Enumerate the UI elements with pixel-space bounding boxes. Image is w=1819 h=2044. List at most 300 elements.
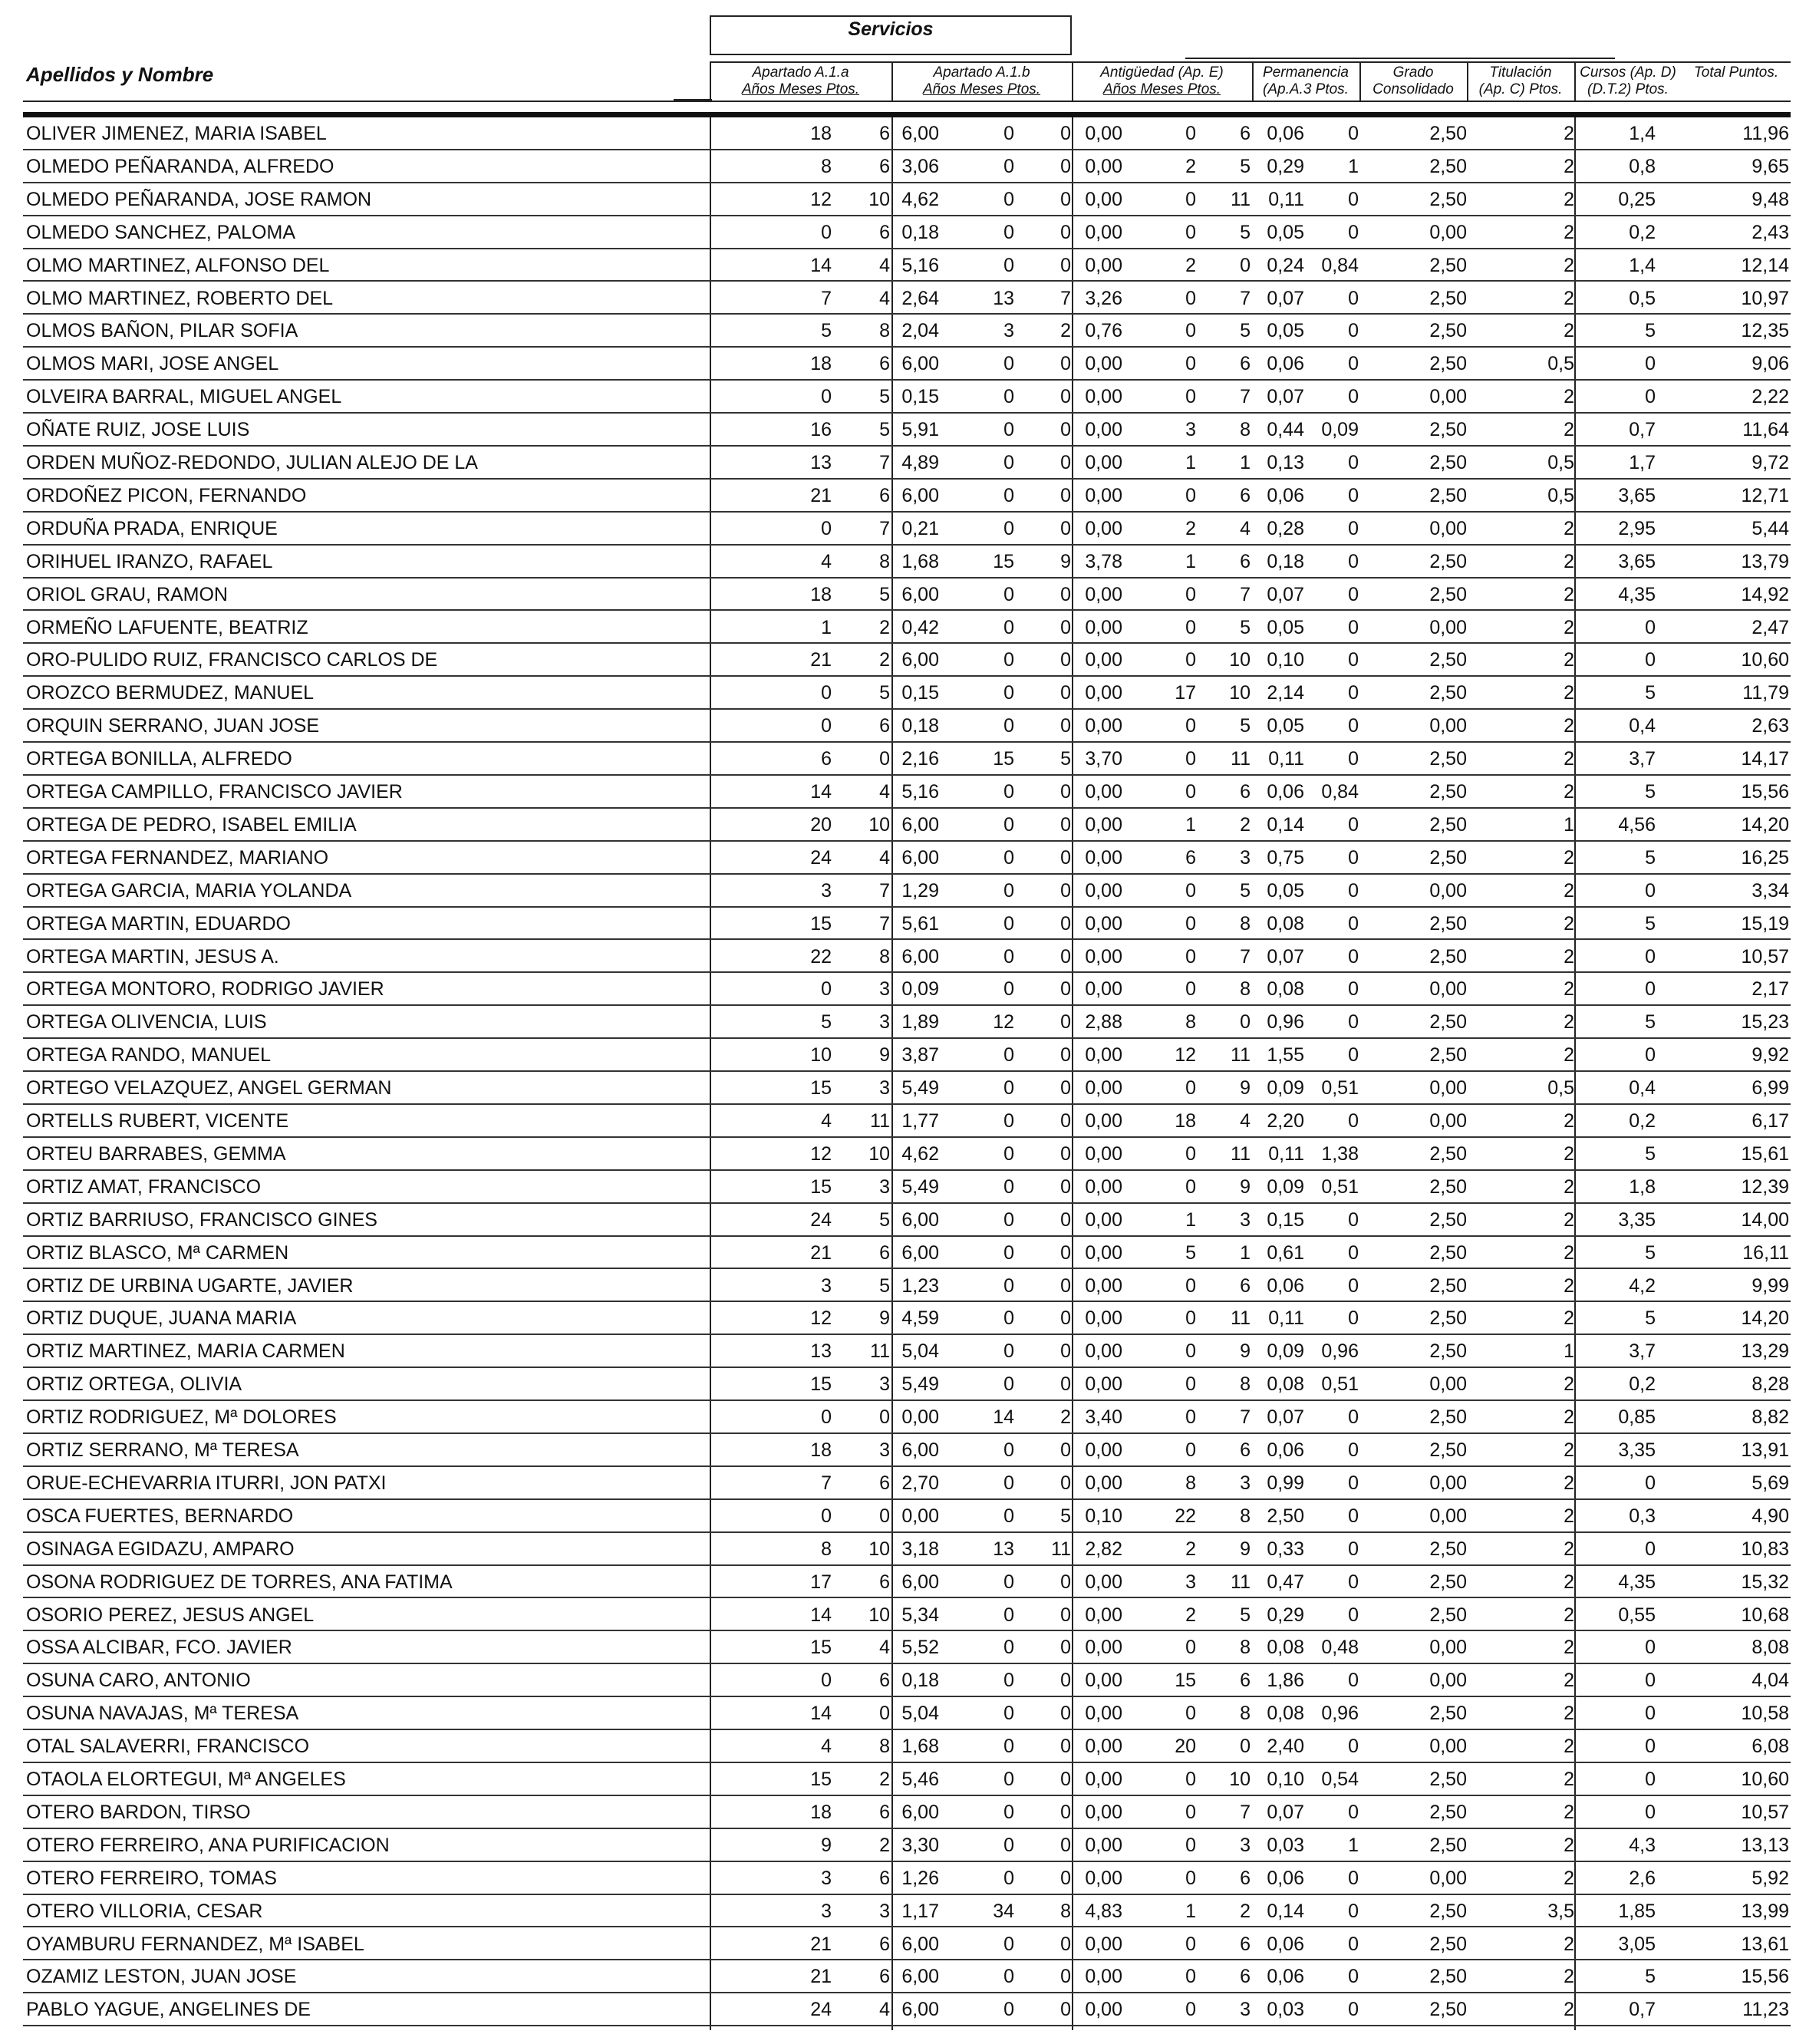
cell-a1a-meses: 8 [879, 945, 890, 968]
cell-cursos: 3,65 [1618, 550, 1656, 572]
cell-a1b-anos: 0 [1003, 1703, 1014, 1725]
cell-antig-anos: 2 [1185, 1538, 1196, 1560]
cell-a1b-anos: 0 [1003, 945, 1014, 968]
cell-titulacion: 2 [1564, 1867, 1574, 1889]
cell-antig-anos: 1 [1185, 1900, 1196, 1922]
cell-grado: 2,50 [1429, 353, 1467, 375]
cell-cursos: 1,85 [1618, 1900, 1656, 1922]
cell-antig-meses: 4 [1240, 1110, 1251, 1132]
cell-antig-ptos: 0,07 [1267, 386, 1304, 408]
cell-total: 12,71 [1741, 484, 1789, 506]
cell-a1a-anos: 3 [821, 879, 832, 902]
cell-a1a-ptos: 5,46 [901, 1769, 939, 1790]
antiguedad-header-line2: Años Meses Ptos. [1102, 81, 1221, 97]
cell-antig-anos: 22 [1175, 1505, 1196, 1527]
cell-a1a-anos: 15 [810, 1637, 832, 1659]
cell-a1a-anos: 4 [821, 1736, 832, 1758]
table-row [23, 1467, 1791, 1500]
permanencia-header-line1: Permanencia [1263, 64, 1349, 81]
table-row [23, 1631, 1791, 1664]
cell-a1a-anos: 13 [810, 452, 832, 473]
cell-permanencia: 0 [1348, 715, 1359, 737]
cell-a1b-ptos: 0,00 [1085, 452, 1122, 473]
cell-cursos: 3,7 [1629, 1340, 1656, 1363]
cell-antig-meses: 6 [1240, 781, 1251, 803]
cell-a1b-anos: 0 [1003, 1834, 1014, 1856]
cell-titulacion: 0,5 [1547, 452, 1574, 473]
cell-a1a-anos: 4 [821, 550, 832, 572]
cell-antig-meses: 6 [1240, 1439, 1251, 1461]
cell-permanencia: 0 [1348, 1110, 1359, 1132]
cell-a1b-ptos: 0,00 [1085, 1867, 1122, 1889]
cell-antig-ptos: 2,14 [1267, 682, 1304, 704]
cell-antig-anos: 0 [1185, 945, 1196, 968]
cell-a1b-anos: 0 [1003, 1933, 1014, 1955]
cell-antig-meses: 5 [1240, 715, 1251, 737]
cell-name: OLMEDO PEÑARANDA, JOSE RAMON [26, 188, 372, 210]
cell-titulacion: 2 [1564, 1011, 1574, 1034]
cell-cursos: 0 [1645, 353, 1656, 375]
cell-antig-ptos: 0,08 [1267, 978, 1304, 1001]
cell-titulacion: 2 [1564, 1736, 1574, 1758]
cell-total: 9,65 [1751, 155, 1789, 177]
cell-a1b-anos: 0 [1003, 978, 1014, 1001]
cell-titulacion: 2 [1564, 1274, 1574, 1297]
cell-titulacion: 2 [1564, 1406, 1574, 1429]
table-row [23, 249, 1791, 282]
cell-antig-meses: 3 [1240, 1472, 1251, 1494]
cell-cursos: 0,4 [1629, 715, 1656, 737]
cell-grado: 0,00 [1429, 221, 1467, 243]
cell-grado: 2,50 [1429, 1571, 1467, 1593]
cell-cursos: 0 [1645, 1769, 1656, 1790]
cell-a1b-anos: 0 [1003, 1175, 1014, 1198]
cell-titulacion: 2 [1564, 649, 1574, 671]
cell-antig-meses: 8 [1240, 978, 1251, 1001]
cell-total: 2,43 [1751, 221, 1789, 243]
cell-a1a-ptos: 6,00 [901, 1966, 939, 1988]
cell-total: 10,60 [1741, 1769, 1789, 1790]
cell-a1b-meses: 0 [1060, 517, 1071, 539]
cell-a1b-anos: 0 [1003, 616, 1014, 638]
cell-grado: 2,50 [1429, 1769, 1467, 1790]
cell-grado: 2,50 [1429, 583, 1467, 605]
cell-a1a-ptos: 6,00 [901, 1439, 939, 1461]
cell-name: ORTEGA CAMPILLO, FRANCISCO JAVIER [26, 781, 403, 803]
cell-total: 5,69 [1751, 1472, 1789, 1494]
cell-permanencia: 0 [1348, 879, 1359, 902]
cell-total: 13,61 [1741, 1933, 1789, 1955]
cell-antig-anos: 0 [1185, 1999, 1196, 2021]
cell-a1b-meses: 0 [1060, 1439, 1071, 1461]
cell-a1b-ptos: 4,83 [1085, 1900, 1122, 1922]
cell-a1a-anos: 0 [821, 715, 832, 737]
cell-a1b-meses: 0 [1060, 813, 1071, 836]
cell-a1a-meses: 6 [879, 1670, 890, 1692]
header-divider [710, 61, 711, 101]
cell-a1a-ptos: 4,62 [901, 1142, 939, 1165]
cell-cursos: 5 [1645, 1307, 1656, 1330]
cell-grado: 2,50 [1429, 1241, 1467, 1264]
cell-antig-anos: 12 [1175, 1044, 1196, 1067]
cell-cursos: 3,05 [1618, 1933, 1656, 1955]
table-row [23, 710, 1791, 743]
titulacion-header-line1: Titulación [1489, 64, 1552, 81]
cell-a1a-anos: 18 [810, 1801, 832, 1823]
cell-a1b-ptos: 0,00 [1085, 221, 1122, 243]
cell-cursos: 0,3 [1629, 1505, 1656, 1527]
cell-grado: 2,50 [1429, 484, 1467, 506]
cell-a1a-ptos: 5,49 [901, 1175, 939, 1198]
cell-permanencia: 0,51 [1321, 1373, 1359, 1396]
cell-a1a-anos: 17 [810, 1571, 832, 1593]
cell-antig-ptos: 0,05 [1267, 715, 1304, 737]
cell-antig-meses: 0 [1240, 1011, 1251, 1034]
cell-a1b-ptos: 0,00 [1085, 386, 1122, 408]
header-divider [891, 61, 893, 101]
cell-cursos: 0,5 [1629, 287, 1656, 309]
cell-a1b-meses: 0 [1060, 155, 1071, 177]
cell-a1a-ptos: 6,00 [901, 123, 939, 144]
cell-a1a-anos: 24 [810, 846, 832, 869]
cell-a1a-anos: 15 [810, 1175, 832, 1198]
cell-a1a-meses: 6 [879, 1571, 890, 1593]
cell-a1a-meses: 10 [868, 813, 890, 836]
cell-a1b-meses: 0 [1060, 1142, 1071, 1165]
cell-a1a-ptos: 2,64 [901, 287, 939, 309]
titulacion-header-line2: (Ap. C) Ptos. [1478, 81, 1563, 97]
cell-a1b-meses: 0 [1060, 1637, 1071, 1659]
cell-a1a-ptos: 3,18 [901, 1538, 939, 1560]
cell-cursos: 0 [1645, 1801, 1656, 1823]
cell-antig-ptos: 0,07 [1267, 287, 1304, 309]
cell-a1b-ptos: 0,00 [1085, 1571, 1122, 1593]
table-row [23, 513, 1791, 546]
table-row [23, 1006, 1791, 1039]
cell-name: ORTIZ BARRIUSO, FRANCISCO GINES [26, 1208, 377, 1231]
cell-total: 15,19 [1741, 912, 1789, 935]
cell-a1b-anos: 0 [1003, 846, 1014, 869]
cell-a1b-ptos: 0,00 [1085, 1340, 1122, 1363]
cell-grado: 0,00 [1429, 1637, 1467, 1659]
cell-total: 9,92 [1751, 1044, 1789, 1067]
cell-total: 13,79 [1741, 550, 1789, 572]
cell-a1b-anos: 34 [993, 1900, 1014, 1922]
cell-name: OLMOS MARI, JOSE ANGEL [26, 353, 279, 375]
cell-antig-ptos: 0,03 [1267, 1999, 1304, 2021]
cell-a1b-anos: 0 [1003, 1867, 1014, 1889]
cell-cursos: 0,2 [1629, 1373, 1656, 1396]
cell-a1b-anos: 13 [993, 1538, 1014, 1560]
cell-a1b-meses: 0 [1060, 781, 1071, 803]
cell-a1a-anos: 0 [821, 386, 832, 408]
cell-a1a-ptos: 0,42 [901, 616, 939, 638]
cell-antig-ptos: 0,06 [1267, 1274, 1304, 1297]
cell-antig-ptos: 0,61 [1267, 1241, 1304, 1264]
cell-permanencia: 0 [1348, 1801, 1359, 1823]
cell-name: OLIVER JIMENEZ, MARIA ISABEL [26, 123, 327, 144]
header-divider [1252, 61, 1254, 101]
cell-permanencia: 0 [1348, 1011, 1359, 1034]
cell-titulacion: 2 [1564, 1241, 1574, 1264]
cell-permanencia: 0 [1348, 748, 1359, 770]
servicios-label: Servicios [848, 18, 934, 40]
cell-cursos: 0 [1645, 1670, 1656, 1692]
header-divider [1359, 61, 1361, 101]
cell-a1b-meses: 8 [1060, 1900, 1071, 1922]
cell-cursos: 2,6 [1629, 1867, 1656, 1889]
cell-grado: 2,50 [1429, 1900, 1467, 1922]
cell-total: 3,34 [1751, 879, 1789, 902]
cell-a1b-anos: 0 [1003, 1373, 1014, 1396]
cell-antig-anos: 0 [1185, 748, 1196, 770]
table-row [23, 842, 1791, 875]
cell-name: OLMEDO PEÑARANDA, ALFREDO [26, 155, 334, 177]
cell-a1a-meses: 4 [879, 781, 890, 803]
table-row [23, 1302, 1791, 1335]
cell-a1a-ptos: 3,87 [901, 1044, 939, 1067]
cell-a1b-anos: 0 [1003, 715, 1014, 737]
table-row [23, 1664, 1791, 1697]
cell-permanencia: 0 [1348, 682, 1359, 704]
cell-titulacion: 0,5 [1547, 484, 1574, 506]
cell-permanencia: 0 [1348, 1472, 1359, 1494]
cell-grado: 0,00 [1429, 879, 1467, 902]
cell-titulacion: 2 [1564, 1670, 1574, 1692]
cell-a1b-ptos: 0,76 [1085, 320, 1122, 342]
cell-a1a-meses: 6 [879, 353, 890, 375]
cell-name: ORTIZ AMAT, FRANCISCO [26, 1175, 262, 1198]
cell-titulacion: 2 [1564, 846, 1574, 869]
cell-titulacion: 2 [1564, 123, 1574, 144]
cell-antig-meses: 8 [1240, 912, 1251, 935]
cell-antig-ptos: 0,14 [1267, 813, 1304, 836]
cell-name: OSORIO PEREZ, JESUS ANGEL [26, 1604, 315, 1626]
table-row [23, 1270, 1791, 1303]
cell-a1a-anos: 14 [810, 254, 832, 276]
cell-antig-meses: 7 [1240, 386, 1251, 408]
cell-titulacion: 2 [1564, 1307, 1574, 1330]
a1b-header-line1: Apartado A.1.b [933, 64, 1030, 81]
header-top-rule [1185, 58, 1615, 59]
cell-a1a-ptos: 1,26 [901, 1867, 939, 1889]
cell-a1b-anos: 0 [1003, 583, 1014, 605]
cell-antig-anos: 17 [1175, 682, 1196, 704]
cell-total: 14,00 [1741, 1208, 1789, 1231]
cell-titulacion: 2 [1564, 879, 1574, 902]
cell-antig-anos: 0 [1185, 320, 1196, 342]
table-row [23, 1072, 1791, 1105]
cell-name: ORTEU BARRABES, GEMMA [26, 1142, 286, 1165]
cell-total: 2,63 [1751, 715, 1789, 737]
cell-titulacion: 2 [1564, 1472, 1574, 1494]
table-row [23, 1533, 1791, 1566]
cell-a1a-meses: 5 [879, 419, 890, 441]
cell-a1a-ptos: 6,00 [901, 1801, 939, 1823]
cell-grado: 2,50 [1429, 155, 1467, 177]
cell-cursos: 4,35 [1618, 1571, 1656, 1593]
cell-a1a-meses: 6 [879, 484, 890, 506]
cell-cursos: 0,7 [1629, 1999, 1656, 2021]
cell-titulacion: 2 [1564, 386, 1574, 408]
cell-a1a-meses: 8 [879, 550, 890, 572]
cell-a1b-ptos: 0,00 [1085, 715, 1122, 737]
cell-a1b-ptos: 0,00 [1085, 1439, 1122, 1461]
cell-a1b-anos: 0 [1003, 484, 1014, 506]
cell-a1a-ptos: 5,04 [901, 1703, 939, 1725]
cell-name: OZAMIZ LESTON, JUAN JOSE [26, 1966, 297, 1988]
cell-a1a-meses: 9 [879, 1307, 890, 1330]
cell-a1b-meses: 0 [1060, 649, 1071, 671]
cell-antig-anos: 1 [1185, 550, 1196, 572]
cell-antig-anos: 6 [1185, 846, 1196, 869]
cell-a1a-anos: 14 [810, 1604, 832, 1626]
cell-a1b-ptos: 0,00 [1085, 155, 1122, 177]
cell-a1b-anos: 0 [1003, 1736, 1014, 1758]
cell-antig-anos: 0 [1185, 1703, 1196, 1725]
cell-grado: 2,50 [1429, 813, 1467, 836]
cell-antig-meses: 9 [1240, 1538, 1251, 1560]
cell-titulacion: 2 [1564, 320, 1574, 342]
table-row [23, 776, 1791, 809]
cell-antig-ptos: 0,06 [1267, 781, 1304, 803]
cell-a1b-ptos: 0,00 [1085, 846, 1122, 869]
cell-antig-anos: 0 [1185, 1637, 1196, 1659]
cell-antig-anos: 0 [1185, 1077, 1196, 1099]
cell-grado: 2,50 [1429, 1439, 1467, 1461]
cell-total: 5,92 [1751, 1867, 1789, 1889]
cell-a1a-ptos: 5,16 [901, 254, 939, 276]
cell-a1a-anos: 10 [810, 1044, 832, 1067]
cell-antig-meses: 0 [1240, 1736, 1251, 1758]
cell-antig-anos: 0 [1185, 715, 1196, 737]
cell-a1b-anos: 0 [1003, 386, 1014, 408]
cell-permanencia: 0 [1348, 1439, 1359, 1461]
cell-antig-anos: 1 [1185, 452, 1196, 473]
cell-name: ORTIZ RODRIGUEZ, Mª DOLORES [26, 1406, 337, 1429]
cell-a1a-anos: 24 [810, 1208, 832, 1231]
cell-antig-ptos: 0,05 [1267, 616, 1304, 638]
cell-antig-meses: 8 [1240, 419, 1251, 441]
cell-a1a-ptos: 4,59 [901, 1307, 939, 1330]
cell-antig-meses: 1 [1240, 1241, 1251, 1264]
cell-a1a-meses: 7 [879, 452, 890, 473]
cell-a1b-ptos: 0,00 [1085, 1208, 1122, 1231]
table-row [23, 1993, 1791, 2026]
cell-a1b-meses: 0 [1060, 616, 1071, 638]
cell-antig-ptos: 0,07 [1267, 1406, 1304, 1429]
cell-total: 2,22 [1751, 386, 1789, 408]
cell-antig-meses: 11 [1231, 1571, 1251, 1593]
cell-grado: 0,00 [1429, 1867, 1467, 1889]
table-row [23, 1401, 1791, 1434]
cell-grado: 2,50 [1429, 1406, 1467, 1429]
cell-a1b-anos: 0 [1003, 1999, 1014, 2021]
cell-antig-ptos: 0,06 [1267, 1867, 1304, 1889]
cell-a1a-meses: 4 [879, 254, 890, 276]
cell-a1b-meses: 0 [1060, 1175, 1071, 1198]
cell-name: ORTIZ ORTEGA, OLIVIA [26, 1373, 242, 1396]
cell-titulacion: 2 [1564, 188, 1574, 210]
cell-permanencia: 0,09 [1321, 419, 1359, 441]
cell-a1a-anos: 8 [821, 155, 832, 177]
cell-a1a-meses: 4 [879, 846, 890, 869]
cell-titulacion: 2 [1564, 221, 1574, 243]
cell-a1a-meses: 2 [879, 649, 890, 671]
cell-a1b-meses: 0 [1060, 1472, 1071, 1494]
cell-a1a-anos: 0 [821, 682, 832, 704]
cell-antig-ptos: 0,03 [1267, 1834, 1304, 1856]
cell-titulacion: 2 [1564, 254, 1574, 276]
cell-a1a-meses: 6 [879, 1966, 890, 1988]
cell-antig-ptos: 0,06 [1267, 1933, 1304, 1955]
table-row [23, 183, 1791, 216]
cell-permanencia: 0 [1348, 1900, 1359, 1922]
cell-a1b-meses: 5 [1060, 1505, 1071, 1527]
cell-permanencia: 0 [1348, 945, 1359, 968]
cell-grado: 2,50 [1429, 1307, 1467, 1330]
cell-antig-ptos: 0,06 [1267, 484, 1304, 506]
cell-permanencia: 0 [1348, 813, 1359, 836]
cell-antig-anos: 0 [1185, 583, 1196, 605]
cell-antig-meses: 6 [1240, 550, 1251, 572]
cell-name: ORTIZ BLASCO, Mª CARMEN [26, 1241, 289, 1264]
cell-a1b-anos: 0 [1003, 1472, 1014, 1494]
cell-name: OSCA FUERTES, BERNARDO [26, 1505, 294, 1527]
cell-a1a-anos: 21 [810, 1933, 832, 1955]
cell-a1b-ptos: 0,00 [1085, 1307, 1122, 1330]
cell-titulacion: 1 [1564, 1340, 1574, 1363]
cell-a1b-meses: 0 [1060, 1340, 1071, 1363]
cell-a1b-meses: 0 [1060, 1307, 1071, 1330]
cell-a1a-meses: 4 [879, 1999, 890, 2021]
cell-antig-ptos: 0,33 [1267, 1538, 1304, 1560]
cell-a1b-meses: 0 [1060, 1011, 1071, 1034]
cell-a1a-ptos: 6,00 [901, 1999, 939, 2021]
cell-grado: 0,00 [1429, 715, 1467, 737]
cell-a1b-ptos: 0,00 [1085, 945, 1122, 968]
cell-titulacion: 2 [1564, 781, 1574, 803]
cell-antig-meses: 9 [1240, 1077, 1251, 1099]
cell-a1b-ptos: 3,78 [1085, 550, 1122, 572]
cell-permanencia: 0 [1348, 287, 1359, 309]
cell-antig-anos: 0 [1185, 1769, 1196, 1790]
cell-a1b-anos: 0 [1003, 879, 1014, 902]
cell-permanencia: 0 [1348, 386, 1359, 408]
cell-a1b-ptos: 0,00 [1085, 123, 1122, 144]
cell-name: OYAMBURU FERNANDEZ, Mª ISABEL [26, 1933, 364, 1955]
cell-cursos: 0,85 [1618, 1406, 1656, 1429]
cell-grado: 0,00 [1429, 1373, 1467, 1396]
cell-name: ORTEGA RANDO, MANUEL [26, 1044, 272, 1067]
cell-permanencia: 0 [1348, 452, 1359, 473]
cell-antig-anos: 0 [1185, 1966, 1196, 1988]
cell-grado: 2,50 [1429, 649, 1467, 671]
cell-antig-ptos: 0,75 [1267, 846, 1304, 869]
cell-a1a-anos: 7 [821, 1472, 832, 1494]
cell-a1a-ptos: 6,00 [901, 484, 939, 506]
table-row [23, 1500, 1791, 1533]
table-row [23, 1763, 1791, 1796]
cell-total: 11,23 [1742, 1999, 1789, 2021]
cell-a1a-ptos: 6,00 [901, 1241, 939, 1264]
cell-antig-ptos: 0,06 [1267, 353, 1304, 375]
cell-name: OSUNA NAVAJAS, Mª TERESA [26, 1703, 299, 1725]
cell-a1b-meses: 0 [1060, 682, 1071, 704]
cell-a1b-meses: 0 [1060, 1769, 1071, 1790]
cell-antig-meses: 11 [1231, 1142, 1251, 1165]
cell-a1b-meses: 0 [1060, 715, 1071, 737]
